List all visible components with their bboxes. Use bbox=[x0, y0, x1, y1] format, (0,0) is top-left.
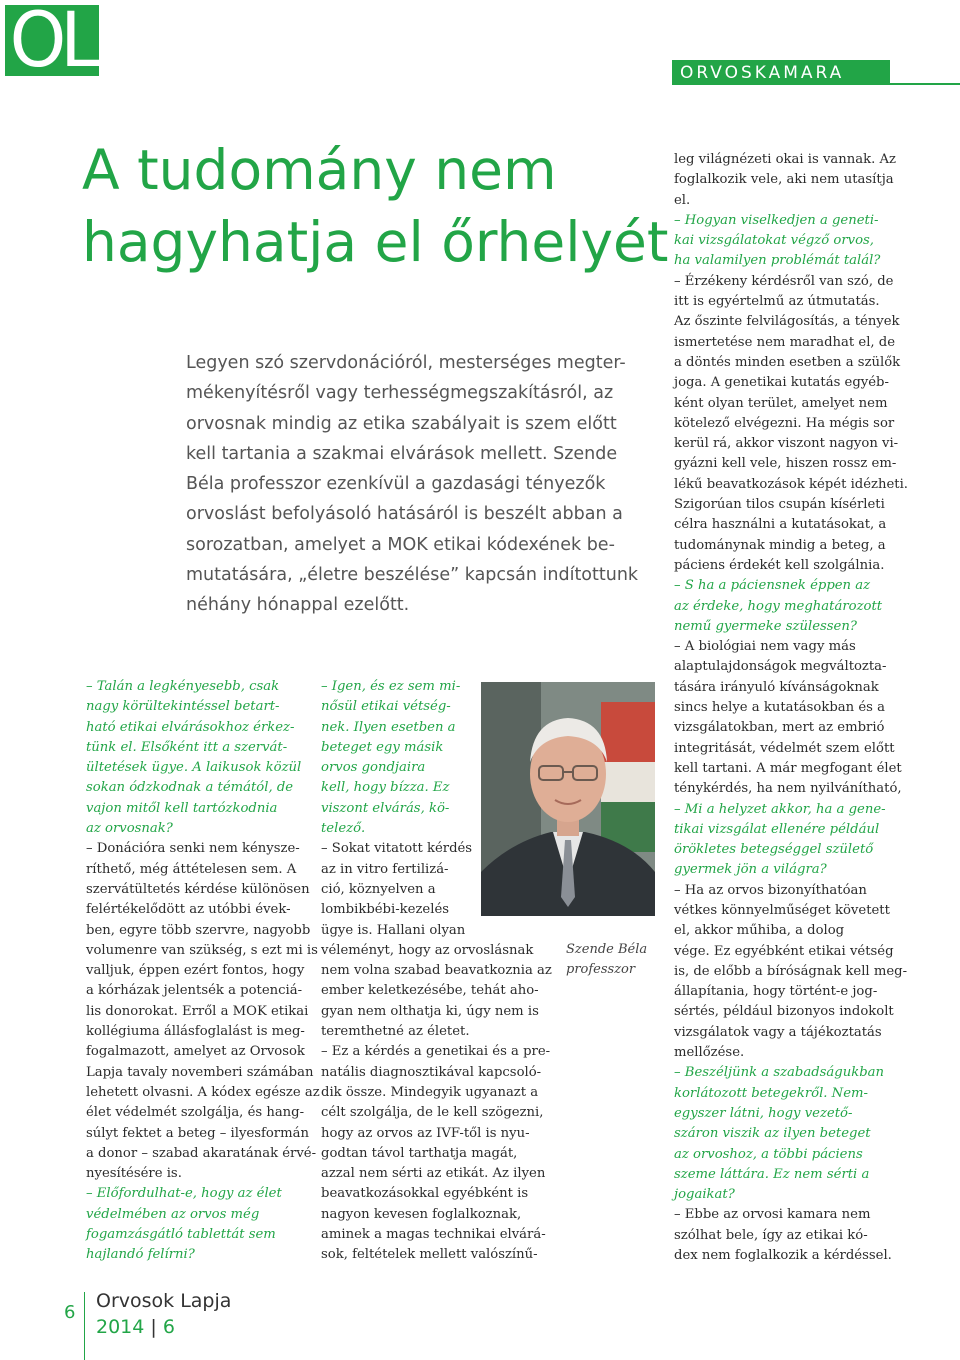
text-line: gyermek jön a világra? bbox=[674, 862, 827, 878]
title-line: A tudomány nem bbox=[82, 138, 557, 202]
text-line: ció, köznyelven a bbox=[321, 881, 436, 897]
text-line: védelmében az orvos még bbox=[86, 1206, 260, 1222]
text-line: nemű gyermeke szülessen? bbox=[674, 618, 857, 634]
text-line: – Előfordulhat-e, hogy az élet bbox=[86, 1186, 282, 1202]
text-line: nek. Ilyen esetben a bbox=[321, 719, 456, 735]
text-line: is, de előbb a bíróságnak kell meg- bbox=[674, 963, 908, 979]
text-line: Az őszinte felvilágosítás, a tények bbox=[674, 314, 900, 330]
text-line: kell tartani. A már megfogant élet bbox=[674, 760, 902, 776]
text-line: – Igen, és ez sem mi- bbox=[321, 679, 461, 694]
text-line: orvos gondjaira bbox=[321, 760, 426, 776]
text-line: szervátültetés kérdése különösen bbox=[86, 881, 310, 897]
text-line: gyázni kell vele, hiszen rossz em- bbox=[674, 456, 897, 472]
issue-number: 6 bbox=[162, 1316, 175, 1338]
text-line: – Hogyan viselkedjen a geneti- bbox=[674, 212, 879, 228]
text-line: Szigorúan tilos csupán kísérleti bbox=[674, 497, 885, 513]
text-line: ismertetése nem maradhat el, de bbox=[674, 334, 896, 350]
text-line: – Ebbe az orvosi kamara nem bbox=[674, 1207, 871, 1223]
text-line: lis donorokat. Erről a MOK etikai bbox=[86, 1003, 309, 1019]
text-column-1 bbox=[86, 677, 320, 1266]
text-line: sok, feltételek mellett valószínű- bbox=[321, 1247, 538, 1263]
text-line: vége. Ez egyébként etikai vétség bbox=[674, 943, 894, 959]
section-label: ORVOSKAMARA bbox=[672, 60, 890, 84]
page-number: 6 bbox=[64, 1302, 76, 1323]
text-line: száron viszik az ilyen beteget bbox=[674, 1126, 871, 1142]
text-line: felértékelődött az utóbbi évek- bbox=[86, 902, 291, 918]
text-line: ember keletkezésébe, tehát aho- bbox=[321, 983, 539, 999]
text-line: ha valamilyen problémát talál? bbox=[674, 253, 881, 269]
portrait-photo bbox=[481, 682, 655, 916]
text-line: fogamzásgátló tablettát sem bbox=[86, 1227, 276, 1243]
text-line: jogaikat? bbox=[674, 1187, 735, 1203]
footer-rule bbox=[84, 1292, 85, 1360]
text-line: sorozatban, amelyet a MOK etikai kódexének be- bbox=[186, 534, 615, 555]
caption-line: Szende Béla bbox=[566, 942, 648, 957]
text-line: kell tartania a szakmai elvárások mellett. Szende bbox=[186, 443, 618, 464]
text-line: – Donációra senki nem kénysze- bbox=[86, 841, 300, 857]
text-line: – Érzékeny kérdésről van szó, de bbox=[674, 273, 894, 289]
text-line: szólhat bele, így az etikai kó- bbox=[674, 1227, 868, 1243]
text-line: állapítania, hogy történt-e jog- bbox=[674, 984, 878, 1000]
text-line: az orvosnak? bbox=[86, 821, 173, 837]
text-line: foglalkozik vele, aki nem utasítja bbox=[674, 172, 894, 188]
text-line: mutatására, „életre beszélése” kapcsán indítottunk bbox=[186, 565, 639, 586]
text-line: örökletes betegséggel születő bbox=[674, 842, 874, 858]
text-line: ható etikai elvárásokhoz érkez- bbox=[86, 719, 295, 735]
text-line: nősül etikai vétség- bbox=[321, 699, 451, 715]
text-line: godtan távol tarthatja magát, bbox=[321, 1145, 518, 1161]
text-line: tikai vizsgálat ellenére például bbox=[674, 821, 880, 837]
text-line: néhány hónappal ezelőtt. bbox=[186, 595, 410, 616]
text-line: élet védelmét szolgálja, és hang- bbox=[86, 1105, 305, 1121]
text-line: ügye is. Hallani olyan bbox=[321, 922, 466, 938]
issue-year: 2014 bbox=[96, 1316, 145, 1338]
text-line: – Talán a legkényesebb, csak bbox=[86, 679, 280, 694]
photo-caption bbox=[566, 940, 656, 980]
text-line: kell, hogy bízza. Ez bbox=[321, 780, 450, 796]
text-column-3 bbox=[674, 150, 924, 1266]
text-line: lehetett olvasni. A kódex egésze az bbox=[86, 1084, 320, 1100]
text-line: beavatkozásokkal egyébként is bbox=[321, 1186, 529, 1202]
text-line: egyszer látni, hogy vezető- bbox=[674, 1105, 853, 1121]
text-line: tására irányuló kívánságoknak bbox=[674, 679, 879, 695]
text-line: nagy körültekintéssel betart- bbox=[86, 699, 280, 715]
text-line: korlátozott betegekről. Nem- bbox=[674, 1085, 868, 1101]
text-line: teremthetné az életet. bbox=[321, 1024, 470, 1040]
text-line: aminek a magas technikai elvárá- bbox=[321, 1227, 546, 1243]
text-line: sértés, például bizonyos indokolt bbox=[674, 1004, 894, 1020]
text-line: leg világnézeti okai is vannak. Az bbox=[674, 152, 896, 167]
text-line: Legyen szó szervdonációról, mesterséges megter- bbox=[186, 353, 626, 373]
text-line: tünk el. Elsőként itt a szervát- bbox=[86, 739, 288, 755]
text-line: lékű beavatkozások képét idézheti. bbox=[674, 476, 909, 492]
text-line: dex nem foglalkozik a kérdéssel. bbox=[674, 1248, 892, 1264]
magazine-name: Orvosok Lapja bbox=[96, 1290, 232, 1312]
text-line: azzal nem sérti az etikát. Az ilyen bbox=[321, 1166, 546, 1182]
text-line: – A biológiai nem vagy más bbox=[674, 639, 856, 655]
text-line: páciens érdekét kell szolgálnia. bbox=[674, 557, 885, 573]
text-line: véleményt, hogy az orvoslásnak bbox=[321, 942, 534, 958]
text-line: – Mi a helyzet akkor, ha a gene- bbox=[674, 801, 886, 817]
text-line: kai vizsgálatokat végző orvos, bbox=[674, 233, 874, 249]
text-line: hajlandó felírni? bbox=[86, 1247, 195, 1263]
text-line: itt is egyértelmű az útmutatás. bbox=[674, 294, 880, 310]
text-line: a döntés minden esetben a szülők bbox=[674, 354, 901, 370]
text-line: – S ha a páciensnek éppen az bbox=[674, 578, 871, 594]
text-line: joga. A genetikai kutatás egyéb- bbox=[674, 375, 889, 391]
text-line: hogy az orvos az IVF-től is nyu- bbox=[321, 1125, 530, 1141]
title-line: hagyhatja el őrhelyét bbox=[82, 210, 669, 274]
text-line: sokan ódzkodnak a témától, de bbox=[86, 780, 294, 796]
text-line: nyesítésére is. bbox=[86, 1166, 182, 1182]
text-line: kerül rá, akkor viszont nagyon vi- bbox=[674, 436, 899, 452]
caption-line: professzor bbox=[566, 962, 636, 977]
text-line: integritását, védelmét szem előtt bbox=[674, 740, 895, 756]
issue-separator: | bbox=[150, 1316, 157, 1338]
text-line: valljuk, éppen ezért fontos, hogy bbox=[86, 963, 305, 979]
text-line: ben, egyre több szervre, nagyobb bbox=[86, 922, 311, 938]
text-line: orvoslást befolyásoló hatásáról is beszélt abban a bbox=[186, 504, 623, 525]
text-line: lombikbébi-kezelés bbox=[321, 902, 450, 918]
text-line: az orvoshoz, a többi páciens bbox=[674, 1146, 863, 1162]
text-line: alaptulajdonságok megváltozta- bbox=[674, 659, 887, 675]
text-line: ként olyan terület, amelyet nem bbox=[674, 395, 888, 411]
text-line: nagyon kevesen foglalkoznak, bbox=[321, 1206, 522, 1222]
text-line: Béla professzor ezenkívül a gazdasági tényezők bbox=[186, 474, 606, 495]
text-line: vizsgálatok vagy a tájékoztatás bbox=[674, 1024, 882, 1040]
text-line: gyan nem olthatja ki, úgy nem is bbox=[321, 1003, 539, 1019]
text-line: célt szolgálja, de le kell szögezni, bbox=[321, 1105, 544, 1121]
text-line: az in vitro fertilizá- bbox=[321, 861, 449, 877]
text-line: vizsgálatokban, mert az embrió bbox=[674, 720, 885, 736]
text-line: sincs helye a kutatásokban és a bbox=[674, 700, 885, 716]
text-line: az érdeke, hogy meghatározott bbox=[674, 598, 883, 614]
text-line: dik össze. Mindegyik ugyanazt a bbox=[321, 1084, 539, 1100]
text-line: ríthető, még áttételesen sem. A bbox=[86, 861, 297, 877]
text-line: el, akkor műhiba, a dolog bbox=[674, 923, 845, 939]
text-line: mellőzése. bbox=[674, 1045, 745, 1061]
text-line: kollégiuma állásfoglalást is meg- bbox=[86, 1024, 305, 1040]
text-line: Lapja tavaly novemberi számában bbox=[86, 1064, 314, 1080]
text-line: ténykérdés, ha nem nyilvánítható, bbox=[674, 781, 902, 797]
text-line: natális diagnosztikával kapcsoló- bbox=[321, 1064, 542, 1080]
text-line: súlyt fektet a beteg – ilyesformán bbox=[86, 1125, 309, 1141]
issue-info bbox=[96, 1316, 175, 1338]
text-line: vajon mitől kell tartózkodnia bbox=[86, 800, 278, 816]
text-line: beteget egy másik bbox=[321, 739, 444, 755]
text-line: – Ha az orvos bizonyíthatóan bbox=[674, 882, 867, 898]
text-line: nem volna szabad beavatkoznia az bbox=[321, 963, 552, 979]
article-lead bbox=[186, 348, 639, 621]
text-line: – Ez a kérdés a genetikai és a pre- bbox=[321, 1044, 551, 1060]
text-line: célra használni a kutatásokat, a bbox=[674, 517, 887, 533]
text-line: volumenre van szükség, s ezt mi is bbox=[86, 942, 318, 958]
text-line: – Sokat vitatott kérdés bbox=[321, 841, 473, 857]
text-line: a kórházak jelentsék a potenciá- bbox=[86, 983, 303, 999]
magazine-logo: OL bbox=[5, 5, 99, 76]
text-line: fogalmazott, amelyet az Orvosok bbox=[86, 1044, 305, 1060]
text-line: szeme láttára. Ez nem sérti a bbox=[674, 1166, 870, 1182]
text-line: orvosnak mindig az etika szabályait is szem előtt bbox=[186, 413, 617, 434]
article-title bbox=[82, 134, 669, 278]
text-line: vétkes könnyelműséget követett bbox=[674, 902, 890, 918]
text-line: ültetések ügye. A laikusok közül bbox=[86, 760, 302, 776]
text-line: telező. bbox=[321, 821, 366, 837]
text-line: viszont elvárás, kö- bbox=[321, 800, 450, 816]
text-line: el. bbox=[674, 192, 691, 208]
text-line: kötelező elvégezni. Ha mégis sor bbox=[674, 415, 895, 431]
text-line: tudománynak mindig a beteg, a bbox=[674, 537, 886, 553]
text-line: – Beszéljünk a szabadságukban bbox=[674, 1065, 885, 1081]
text-line: mékenyítésről vagy terhességmegszakításról, az bbox=[186, 383, 614, 404]
text-line: a donor – szabad akaratának érvé- bbox=[86, 1145, 317, 1161]
